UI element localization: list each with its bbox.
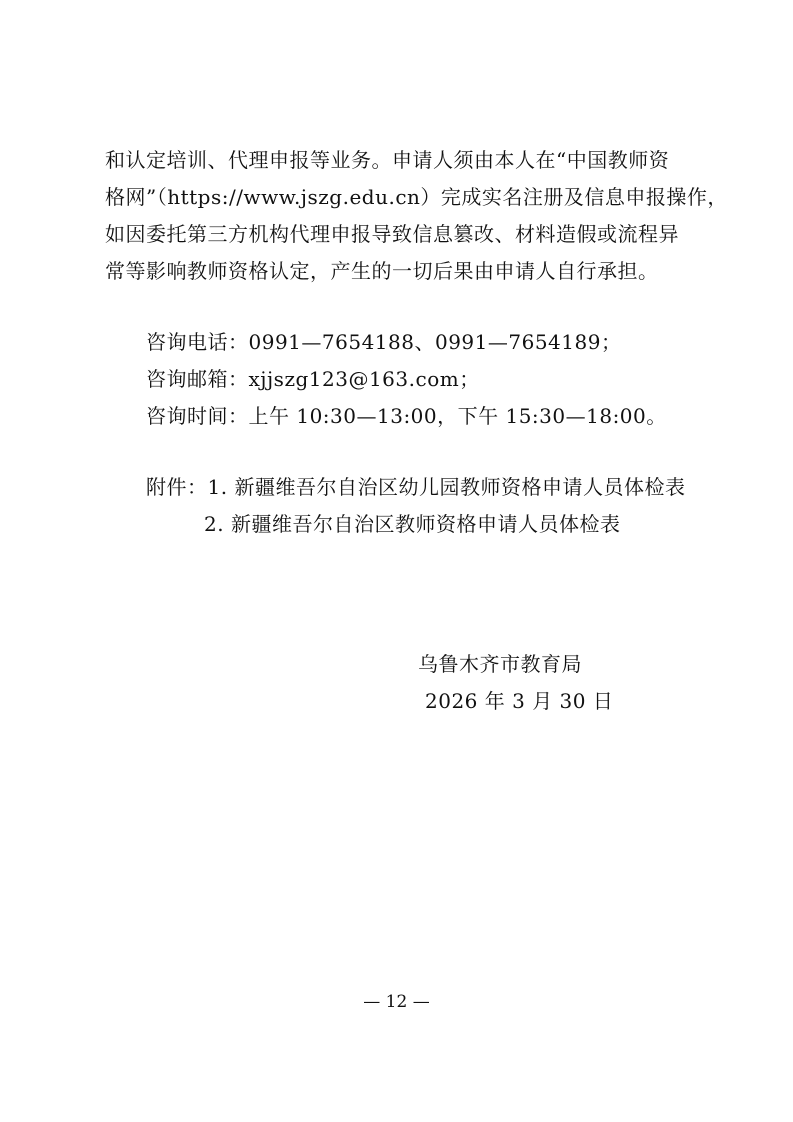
page-number: — 12 — (363, 992, 430, 1012)
signature-organization: 乌鲁木齐市教育局 (418, 652, 582, 676)
paragraph-line: 格网”（https://www.jszg.edu.cn）完成实名注册及信息申报操作， (105, 185, 728, 209)
attachment-item: 附件：1. 新疆维吾尔自治区幼儿园教师资格申请人员体检表 (146, 475, 686, 499)
paragraph-line: 常等影响教师资格认定，产生的一切后果由申请人自行承担。 (105, 259, 659, 283)
contact-phone: 咨询电话：0991—7654188、0991—7654189； (146, 330, 622, 354)
paragraph-line: 如因委托第三方机构代理申报导致信息篡改、材料造假或流程异 (105, 222, 679, 246)
contact-email: 咨询邮箱：xjjszg123@163.com； (146, 367, 480, 391)
paragraph-line: 和认定培训、代理申报等业务。申请人须由本人在“中国教师资 (105, 148, 670, 172)
signature-date: 2026 年 3 月 30 日 (425, 689, 614, 713)
contact-hours: 咨询时间：上午 10:30—13:00，下午 15:30—18:00。 (146, 404, 667, 428)
attachment-item: 2. 新疆维吾尔自治区教师资格申请人员体检表 (204, 512, 621, 536)
